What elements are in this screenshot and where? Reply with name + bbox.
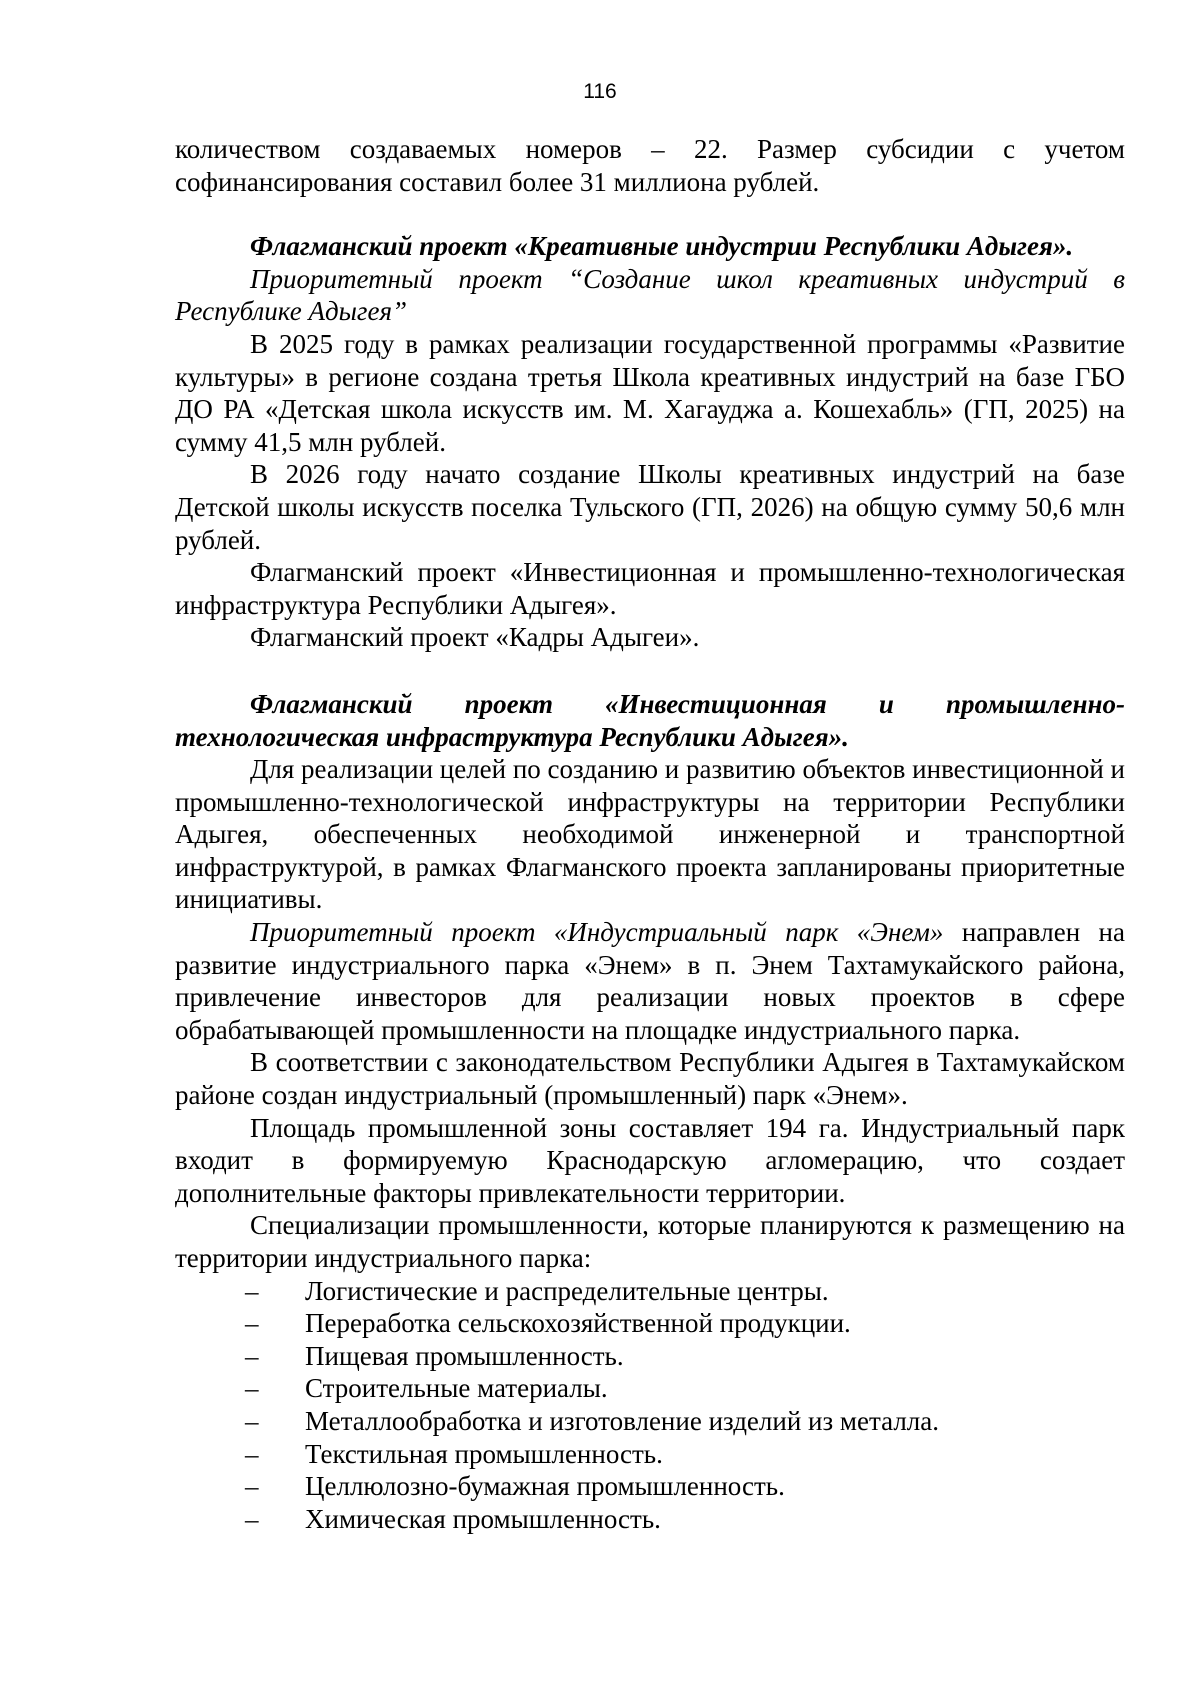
list-item-text: Химическая промышленность. (305, 1503, 661, 1534)
list-item (175, 1438, 1125, 1471)
paragraph-2025-school: В 2025 году в рамках реализации государственной программы «Развитие культуры» в регионе создана третья Школа креативных индустрий на базе ГБО ДО РА «Детская школа искусств им. М. Хагауджа а. Кошехабль» (ГП, 2025) на сумму 41,5 млн рублей. (175, 328, 1125, 457)
priority-project-schools: Приоритетный проект “Создание школ креативных индустрий в Республике Адыгея” (175, 263, 1125, 327)
paragraph-2026-school: В 2026 году начато создание Школы креативных индустрий на базе Детской школы искусств поселка Тульского (ГП, 2026) на общую сумму 50,6 млн рублей. (175, 459, 1125, 555)
list-dash: – (245, 1503, 259, 1534)
list-item-text: Логистические и распределительные центры. (305, 1275, 829, 1306)
list-dash: – (245, 1438, 259, 1469)
list-dash: – (245, 1308, 259, 1339)
priority-project-enem: Приоритетный проект «Индустриальный парк «Энем» (250, 917, 944, 948)
paragraph-enem-park (175, 916, 1125, 1046)
paragraph-enem-text: направлен на развитие индустриального парка «Энем» в п. Энем Тахтамукайского района, привлечение инвесторов для реализации новых проектов в сфере обрабатывающей промышленности на площадке индустриального парка. (175, 917, 1125, 1045)
page-number: 116 (583, 80, 617, 103)
list-item (175, 1503, 1125, 1536)
specializations-list (175, 1275, 1125, 1536)
list-dash: – (245, 1373, 259, 1404)
list-dash: – (245, 1471, 259, 1502)
list-item-text: Целлюлозно-бумажная промышленность. (305, 1471, 785, 1502)
paragraph-legislation: В соответствии с законодательством Республики Адыгея в Тахтамукайском районе создан индустриальный (промышленный) парк «Энем». (175, 1047, 1125, 1111)
paragraph-specializations: Специализации промышленности, которые планируются к размещению на территории индустриального парка: (175, 1210, 1125, 1273)
document-body (175, 133, 1125, 1535)
paragraph-goals: Для реализации целей по созданию и развитию объектов инвестиционной и промышленно-технологической инфраструктуры на территории Республики Адыгея, обеспеченных необходимой инженерной и транспортной инфраструктурой, в рамках Флагманского проекта запланированы приоритетные инициативы. (175, 754, 1126, 915)
list-item-text: Пищевая промышленность. (305, 1340, 624, 1371)
list-dash: – (245, 1275, 259, 1306)
paragraph-subsidy: количеством создаваемых номеров – 22. Размер субсидии с учетом софинансирования составил более 31 миллиона рублей. (175, 134, 1125, 197)
paragraph-flagship-cadres: Флагманский проект «Кадры Адыгеи». (250, 622, 700, 653)
heading-investment-infrastructure: Флагманский проект «Инвестиционная и промышленно-технологическая инфраструктура Республики Адыгея». (175, 688, 1125, 752)
list-item-text: Переработка сельскохозяйственной продукции. (305, 1308, 851, 1339)
list-dash: – (245, 1340, 259, 1371)
heading-creative-industries: Флагманский проект «Креативные индустрии Республики Адыгея». (250, 231, 1074, 262)
paragraph-area: Площадь промышленной зоны составляет 194 га. Индустриальный парк входит в формируемую Краснодарскую агломерацию, что создает дополнительные факторы привлекательности территории. (175, 1112, 1125, 1208)
list-item (175, 1307, 1125, 1340)
list-item (175, 1340, 1125, 1373)
list-item (175, 1470, 1125, 1503)
list-dash: – (245, 1405, 259, 1436)
list-item (175, 1405, 1125, 1438)
list-item-text: Строительные материалы. (305, 1373, 608, 1404)
list-item-text: Текстильная промышленность. (305, 1438, 663, 1469)
paragraph-flagship-investment: Флагманский проект «Инвестиционная и промышленно-технологическая инфраструктура Республики Адыгея». (175, 557, 1125, 620)
list-item-text: Металлообработка и изготовление изделий из металла. (305, 1405, 939, 1436)
list-item (175, 1372, 1125, 1405)
list-item (175, 1275, 1125, 1308)
